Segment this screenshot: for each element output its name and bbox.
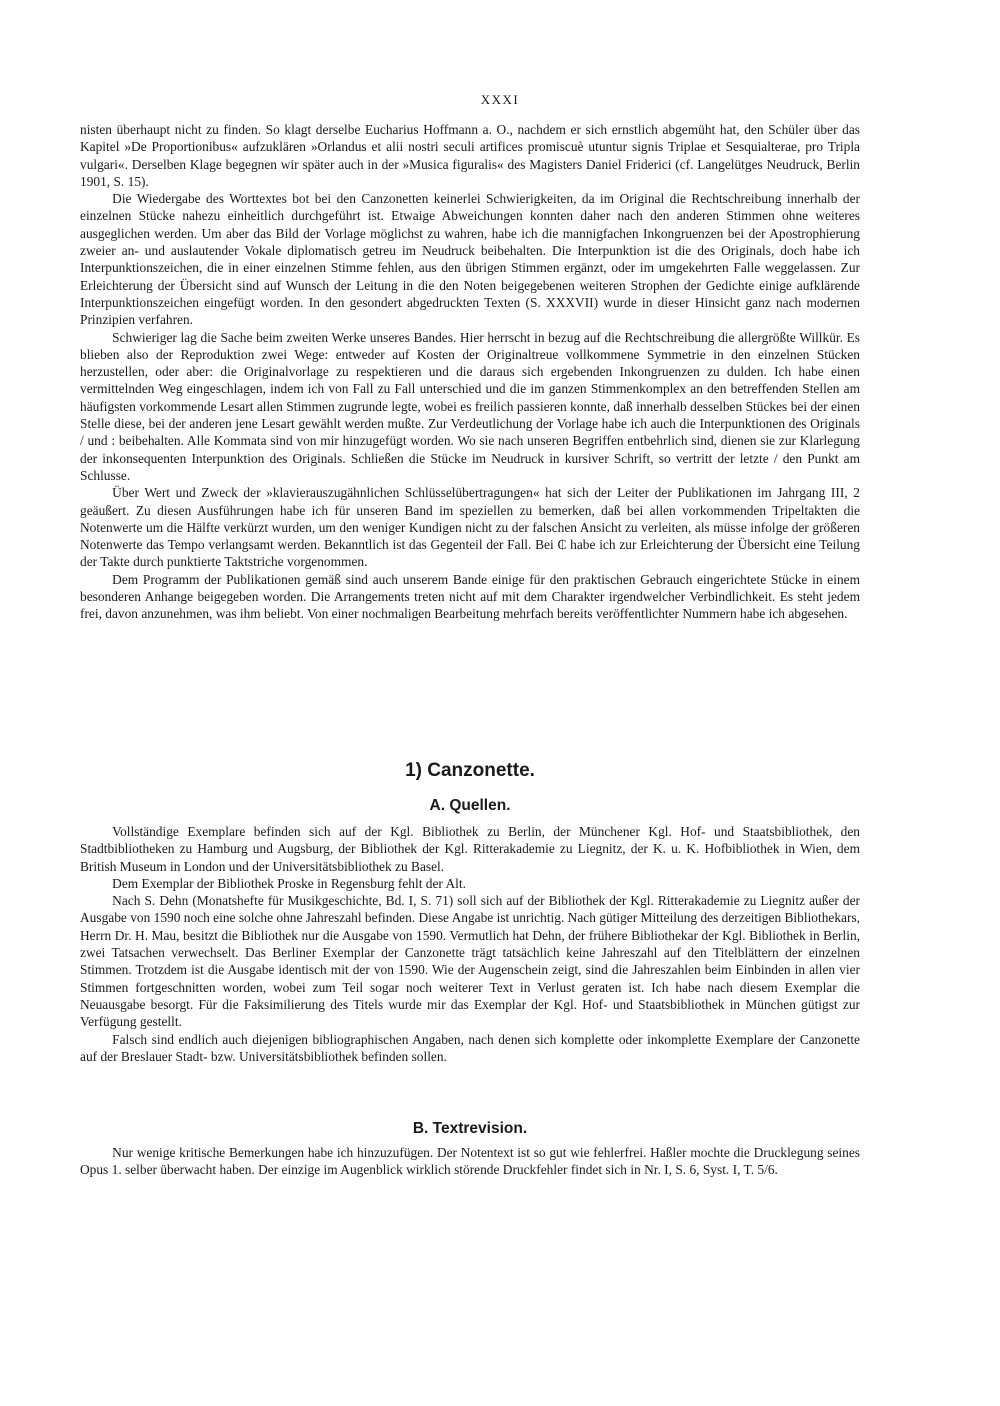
subsection-title-quellen: A. Quellen. xyxy=(429,797,511,814)
paragraph: nisten überhaupt nicht zu finden. So klagt derselbe Eucharius Hoffmann a. O., nachdem er sich ernstlich abgemüht hat, den Schüler über das Kapitel »De Proportionibus« aufzuklären »Orlandus et alii nostri seculi artifices promiscuè utuntur signis Triplae et Sesquialterae, pro Tripla vulgari«. Derselben Klage begegnen wir später auch in der »Musica figuralis« des Magisters Daniel Friderici (cf. Langelütges Neudruck, Berlin 1901, S. 15). xyxy=(80,122,860,189)
paragraph: Schwieriger lag die Sache beim zweiten Werke unseres Bandes. Hier herrscht in bezug auf die Rechtschreibung die allergrößte Willkür. Es blieben also der Reproduktion zwei Wege: entweder auf Kosten der Originaltreue vollkommene Symmetrie in den einzelnen Stücken herzustellen, oder aber: die Originalvorlage zu respektieren und die daraus sich ergebenden Inkongruenzen zu dulden. Ich habe einen vermittelnden Weg eingeschlagen, indem ich von Fall zu Fall unterschied und die im ganzen Stimmenkomplex an den betreffenden Stellen am häufigsten vorkommende Lesart allen Stimmen zugrunde legte, wobei es freilich passieren konnte, daß innerhalb desselben Stückes bei der einen Stelle diese, bei der anderen jene Lesart gewählt werden mußte. Zur Verdeutlichung der Vorlage habe ich auch die Interpunktionen des Originals / und : beibehalten. Alle Kommata sind von mir hinzugefügt worden. Wo sie nach unseren Begriffen entbehrlich sind, dienen sie zur Klarlegung der inkonsequenten Interpunktion des Originals. Schließen die Stücke im Neudruck in kursiver Schrift, so vertritt der letzte / den Punkt am Schlusse. xyxy=(80,329,860,483)
paragraph: Vollständige Exemplare befinden sich auf der Kgl. Bibliothek zu Berlin, der Münchener Kgl. Hof- und Staatsbibliothek, den Stadtbibliotheken zu Hamburg und Augsburg, der Bibliothek der Kgl. Ritterakademie zu Liegnitz, der K. u. K. Hofbibliothek in Wien, dem British Museum in London und der Universitätsbibliothek zu Basel. xyxy=(80,824,860,874)
quellen-text xyxy=(80,823,860,1065)
textrevision-text xyxy=(80,1144,860,1179)
paragraph: Dem Exemplar der Bibliothek Proske in Regensburg fehlt der Alt. xyxy=(112,875,466,891)
paragraph: Dem Programm der Publikationen gemäß sind auch unserem Bande einige für den praktischen Gebrauch eingerichtete Stücke in einem besonderen Anhange beigegeben worden. Die Arrangements treten nicht auf mit dem Charakter irgendwelcher Verbindlichkeit. Es steht jedem frei, davon anzunehmen, was ihm beliebt. Von einer nochmaligen Bearbeitung mehrfach bereits veröffentlichter Nummern habe ich abgesehen. xyxy=(80,571,860,622)
intro-text xyxy=(80,121,860,623)
page-number: XXXI xyxy=(480,92,520,107)
subsection-title-textrevision: B. Textrevision. xyxy=(412,1120,528,1137)
paragraph: Falsch sind endlich auch diejenigen bibliographischen Angaben, nach denen sich komplette oder inkomplette Exemplare der Canzonette auf der Breslauer Stadt- bzw. Universitätsbibliothek befinden sollen. xyxy=(80,1031,860,1064)
paragraph: Über Wert und Zweck der »klavierauszugähnlichen Schlüsselübertragungen« hat sich der Leiter der Publikationen im Jahrgang III, 2 geäußert. Zu diesen Ausführungen habe ich für unseren Band im speziellen zu bemerken, daß bei allen vorkommenden Tripeltakten die Notenwerte um die Hälfte verkürzt wurden, um den weniger Kundigen nicht zu der falschen Ansicht zu verleiten, als müsse infolge der größeren Notenwerte das Tempo verlangsamt werden. Bekanntlich ist das Gegenteil der Fall. Bei ₵ habe ich zur Erleichterung der Übersicht eine Teilung der Takte durch punktierte Taktstriche vorgenommen. xyxy=(80,485,860,570)
paragraph: Nach S. Dehn (Monatshefte für Musikgeschichte, Bd. I, S. 71) soll sich auf der Bibliothek der Kgl. Ritterakademie zu Liegnitz außer der Ausgabe von 1590 noch eine solche ohne Jahreszahl befinden. Diese Angabe ist unrichtig. Nach gütiger Mitteilung des derzeitigen Bibliothekars, Herrn Dr. H. Mau, besitzt die Bibliothek nur die Ausgabe von 1590. Vermutlich hat Dehn, der frühere Bibliothekar der Kgl. Bibliothek in Berlin, zwei Tatsachen verwechselt. Das Berliner Exemplar der Canzonette trägt tatsächlich keine Jahreszahl auf den Titelblättern der einzelnen Stimmen. Trotzdem ist die Ausgabe identisch mit der von 1590. Wie der Augenschein zeigt, sind die Jahreszahlen beim Einbinden in allen vier Stimmen fortgeschnitten worden, wobei zum Teil sogar noch weiterer Text in Verlust geraten ist. Ich habe nach diesem Exemplar die Neuausgabe besorgt. Für die Faksimilierung des Titels wurde mir das Exemplar der Kgl. Hof- und Staatsbibliothek in München gütigst zur Verfügung gestellt. xyxy=(80,893,860,1030)
paragraph: Die Wiedergabe des Worttextes bot bei den Canzonetten keinerlei Schwierigkeiten, da im Original die Rechtschreibung innerhalb der einzelnen Stücke nahezu einheitlich durchgeführt ist. Etwaige Abweichungen konnten daher nach den anderen Stimmen ohne weiteres ausgeglichen werden. Um aber das Bild der Vorlage möglichst zu wahren, habe ich die mannigfachen Inkongruenzen bei der Apostrophierung zweier an- und auslautender Vokale diplomatisch getreu im Neudruck beibehalten. Die Interpunktion ist die des Originals, doch habe ich Interpunktionszeichen, die in einer einzelnen Stimme fehlen, aus den übrigen Stimmen ergänzt, oder im umgekehrten Falle weggelassen. Zur Erleichterung der Übersicht sind auf Wunsch der Leitung in die den Noten beigegebenen weiteren Strophen der Gedichte einige aufklärende Interpunktionszeichen eingefügt worden. In den gesondert abgedruckten Texten (S. XXXVII) wurde in dieser Hinsicht ganz nach modernen Prinzipien verfahren. xyxy=(80,191,860,328)
paragraph: Nur wenige kritische Bemerkungen habe ich hinzuzufügen. Der Notentext ist so gut wie fehlerfrei. Haßler mochte die Drucklegung seines Opus 1. selber überwacht haben. Der einzige im Augenblick wirklich störende Druckfehler findet sich in Nr. I, S. 6, Syst. I, T. 5/6. xyxy=(80,1145,860,1178)
section-title-canzonette: 1) Canzonette. xyxy=(405,760,535,781)
